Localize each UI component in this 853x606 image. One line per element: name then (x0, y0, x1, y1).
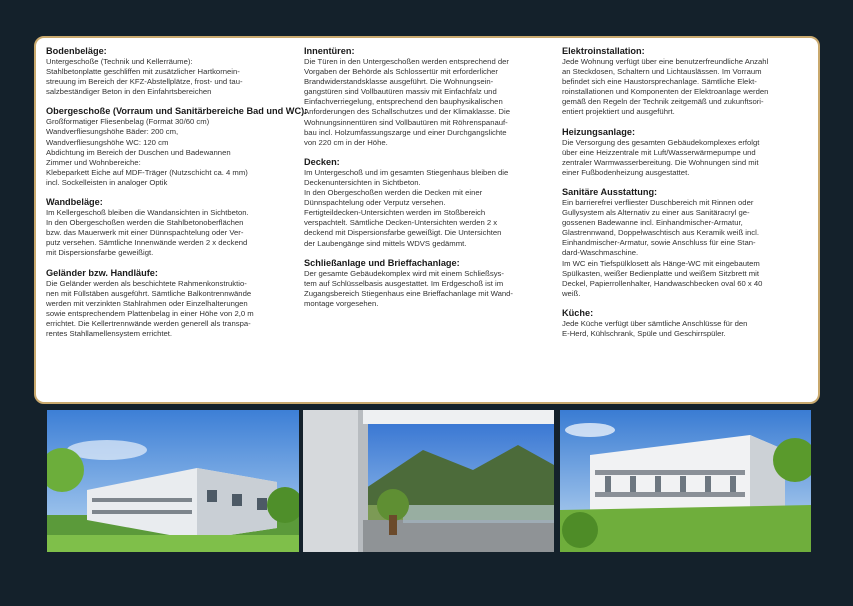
section-body: Jede Wohnung verfügt über eine benutzerfreundliche Anzahl an Steckdosen, Schaltern und Lichtauslässen. Im Vorraum befindet sich eine Haustorsprechanlage. Sämtliche Elekt- roinstallationen und Komponenten der Elektroanlage werden gemäß den Regeln der Technik zeitgemäß und zukunftsori- entiert projektiert und ausgeführt. (562, 57, 769, 117)
section-innentueren (304, 46, 564, 148)
building-side-image (560, 410, 811, 552)
section-body: Der gesamte Gebäudekomplex wird mit einem Schließsys- tem auf Schlüsselbasis ausgestattet. Im Erdgeschoß ist im Zugangsbereich Stiegenhaus eine Brieffachanlage mit Wand- montage vorgesehen. (304, 268, 513, 308)
section-title: Küche: (562, 307, 594, 318)
section-title: Geländer bzw. Handläufe: (46, 267, 158, 278)
section-title: Heizungsanlage: (562, 126, 636, 137)
section-schliessanlage (304, 258, 564, 309)
section-gelaender (46, 268, 308, 340)
section-body: Die Türen in den Untergeschoßen werden entsprechend der Vorgaben der Behörde als Schlossertür mit erforderlicher Brandwiderstandsklasse ausgeführt. Die Wohnungsein- gangstüren sind Vollbautüren massiv mit Einfachfalz und Einfachverriegelung, entsprechend den bauphysikalischen Anforderungen des Schallschutzes und der Klimaklasse. Die Wohnungsinnentüren sind Vollbautüren mit Röhrenspanauf- bau incl. Holzumfassungszarge und einer Durchgangslichte von 220 cm in der Höhe. (304, 57, 510, 147)
section-decken (304, 157, 564, 249)
section-body: Ein barrierefrei verfliester Duschbereich mit Rinnen oder Gullysystem als Alternativ zu einer aus Sanitäracryl ge- gossenen Badewanne incl. Einhandmischer-Armatur, Glastrennwand, Doppelwaschtisch aus Keramik weiß incl. Einhandmischer-Armatur, sowie Anschluss für eine Stan- dard-Waschmaschine. Im WC ein Tiefspülklosett als Hänge-WC mit eingebautem Spülkasten, weißer Bedienplatte und weißem Sitzbrett mit Deckel, Papierrollenhalter, Handwaschbecken oval 60 x 40 weiß. (562, 197, 763, 298)
building-rendering-photo-2 (560, 410, 811, 552)
section-bodenbelaege (46, 46, 308, 97)
section-elektroinstallation (562, 46, 814, 118)
specification-panel (34, 36, 820, 404)
section-title: Sanitäre Ausstattung: (562, 186, 658, 197)
section-body: Im Untergeschoß und im gesamten Stiegenhaus bleiben die Deckenuntersichten in Sichtbeton. In den Obergeschoßen werden die Decken mit einer Dünnspachtelung oder Verputz versehen. Fertigteildecken-Untersichten werden im Stoßbereich verspachtelt. Sämtliche Decken-Untersichten werden 2 x deckend mit Dispersionsfarbe geweißigt. Die Untersichten der Laubengänge sind mittels WDVS gedämmt. (304, 167, 509, 248)
section-title: Bodenbeläge: (46, 46, 107, 56)
section-body: Jede Küche verfügt über sämtliche Anschlüsse für den E-Herd, Kühlschrank, Spüle und Geschirrspüler. (562, 318, 748, 338)
section-kueche (562, 308, 814, 339)
balcony-view-photo (303, 410, 554, 552)
spec-column-1 (46, 46, 308, 348)
section-title: Innentüren: (304, 46, 355, 56)
balcony-image (303, 410, 554, 552)
section-title: Elektroinstallation: (562, 46, 645, 56)
section-obergeschosse (46, 106, 308, 188)
section-body: Die Geländer werden als beschichtete Rahmenkonstruktio- nen mit Füllstäben ausgeführt. Sämtliche Balkontrennwände werden mit verzinkten Stahlrahmen oder Einzelhalterungen sowie entsprechendem Plattenbelag in einer Höhe von 2,0 m errichtet. Die Kellertrennwände werden generell als transpa- rentes Stahllamellensystem errichtet. (46, 278, 254, 338)
section-heizungsanlage (562, 127, 814, 178)
building-rendering-photo-1 (47, 410, 299, 552)
section-wandbelaege (46, 197, 308, 258)
section-sanitaer (562, 187, 814, 299)
section-title: Wandbeläge: (46, 197, 103, 208)
spec-column-3 (562, 46, 814, 348)
section-body: Die Versorgung des gesamten Gebäudekomplexes erfolgt über eine Heizzentrale mit Luft/Wasserwärmepumpe und zentraler Warmwasserbereitung. Die Wohnungen sind mit einer Fußbodenheizung ausgestattet. (562, 137, 760, 177)
section-body: Großformatiger Fliesenbelag (Format 30/60 cm) Wandverfliesungshöhe Bäder: 200 cm, Wandverfliesungshöhe WC: 120 cm Abdichtung im Bereich der Duschen und Badewannen Zimmer und Wohnbereiche: Klebeparkett Eiche auf MDF-Träger (Nutzschicht ca. 4 mm) incl. Sockelleisten in analoger Optik (46, 117, 248, 187)
section-title: Schließanlage und Brieffachanlage: (304, 257, 460, 268)
section-title: Decken: (304, 156, 340, 167)
building-exterior-image (47, 410, 299, 552)
section-body: Untergeschoße (Technik und Kellerräume): Stahlbetonplatte geschliffen mit zusätzlicher Hartkornein- streuung im Bereich der KFZ-Abstellplätze, frost- und tau- salzbeständiger Beton in den Einfahrtsbereichen (46, 57, 243, 97)
section-body: Im Kellergeschoß bleiben die Wandansichten in Sichtbeton. In den Obergeschoßen werden die Stahlbetonoberflächen bzw. das Mauerwerk mit einer Dünnspachtelung oder Ver- putz versehen. Sämtliche Innenwände werden 2 x deckend mit Dispersionsfarbe geweißigt. (46, 208, 249, 258)
section-title: Obergeschoße (Vorraum und Sanitärbereiche Bad und WC): (46, 106, 308, 117)
spec-column-2 (304, 46, 564, 318)
